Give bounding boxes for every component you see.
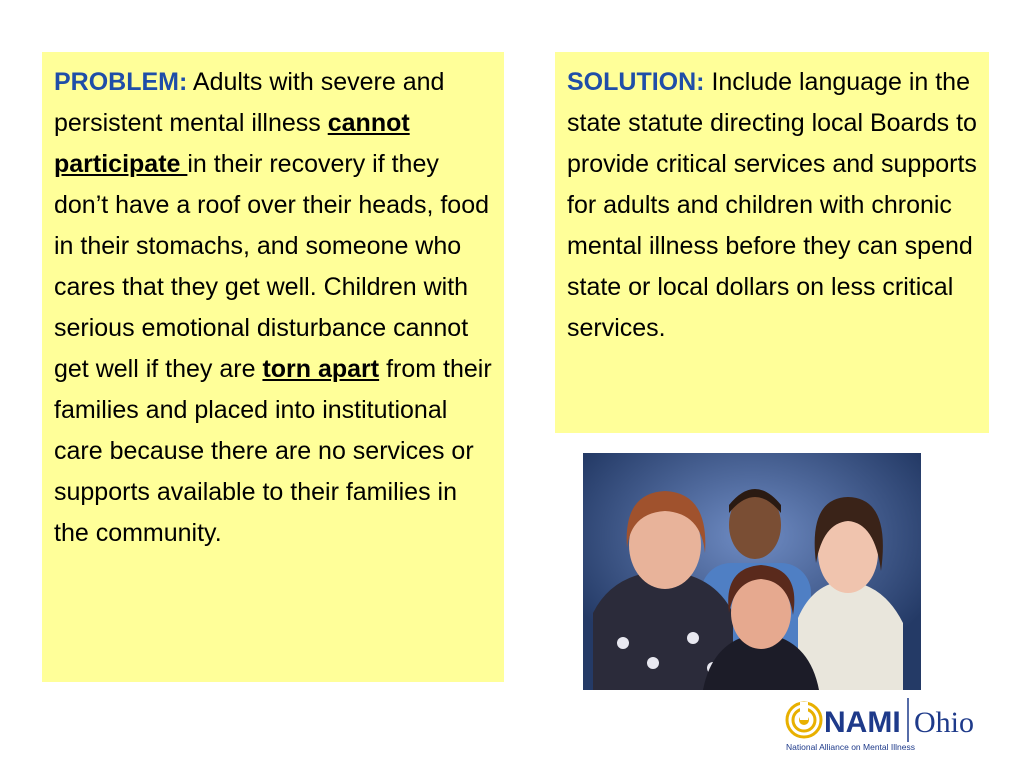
- problem-box: [42, 52, 504, 682]
- nami-ohio-logo-graphic: [782, 692, 1007, 754]
- logo-brand-text: NAMI: [824, 706, 901, 739]
- solution-text: Include language in the state statute directing local Boards to provide critical services and supports for adults and children with chronic mental illness before they can spend state or local dollars on less critical services.: [567, 68, 977, 342]
- nami-spiral-icon: [787, 702, 821, 737]
- family-photo: [583, 453, 921, 690]
- nami-ohio-logo: [782, 692, 1007, 754]
- problem-text-1: Adults with severe and persistent mental illness: [54, 68, 445, 137]
- problem-text-2: in their recovery if they don’t have a roof over their heads, food in their stomachs, and someone who cares that they get well. Children with serious emotional disturbance cannot get well if they are: [54, 150, 490, 383]
- logo-tagline: National Alliance on Mental Illness: [786, 742, 915, 752]
- logo-region-text: Ohio: [914, 706, 974, 739]
- problem-text-3: from their families and placed into institutional care because there are no services or supports available to their families in the community.: [54, 355, 492, 547]
- solution-label: SOLUTION:: [567, 68, 705, 96]
- problem-emphasis-2: torn apart: [262, 355, 380, 383]
- family-photo-illustration: [583, 453, 921, 690]
- solution-box: [555, 52, 989, 433]
- problem-emphasis-1: cannot participate: [54, 109, 410, 178]
- problem-label: PROBLEM:: [54, 68, 188, 96]
